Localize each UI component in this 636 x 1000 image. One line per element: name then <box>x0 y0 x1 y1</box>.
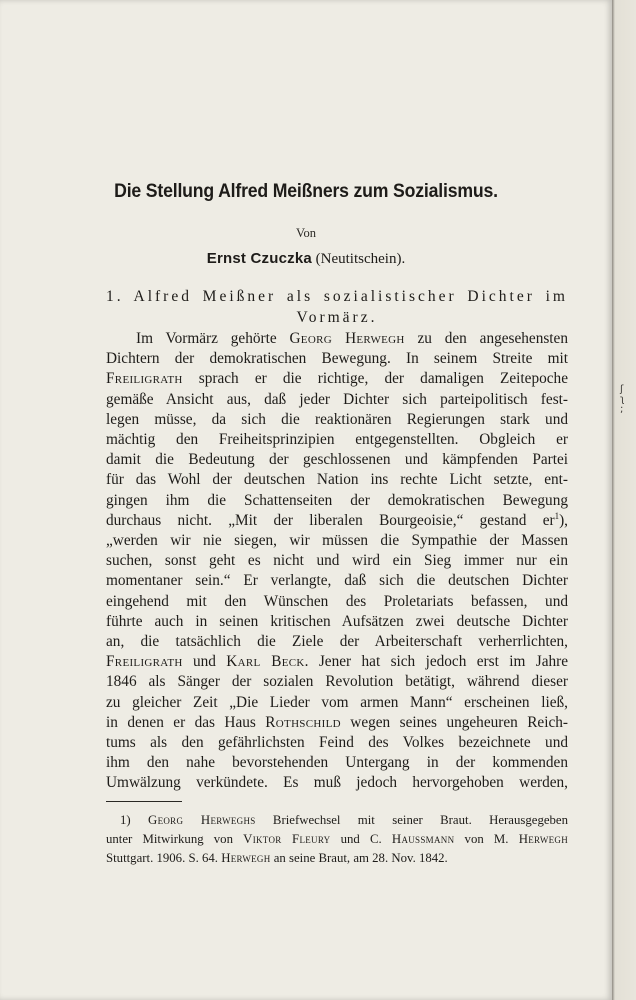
text-segment: und C. <box>330 832 392 846</box>
footnote-rule <box>106 801 182 802</box>
name-smallcaps: Herwegh <box>518 832 569 846</box>
next-page-edge <box>612 0 636 1000</box>
body-line <box>106 511 568 531</box>
footnote-ref: 1 <box>554 510 560 521</box>
name-smallcaps: Georg Herwegh <box>289 330 405 347</box>
footnote-line <box>106 811 568 830</box>
text-segment: 1846 als Sänger der sozialen Revolution betätigt, während dieser <box>106 673 568 691</box>
body-line <box>106 531 568 551</box>
body-line <box>106 612 568 632</box>
text-segment: ), <box>559 511 568 529</box>
text-segment: in denen er das Haus <box>106 713 266 731</box>
text-segment: tums als den gefährlichsten Feind des Volkes bezeichnete und <box>106 734 568 752</box>
body-line <box>106 410 568 430</box>
text-segment: gingen ihm die Schattenseiten der demokratischen Bewegung <box>106 491 568 509</box>
byline-prefix: Von <box>296 226 316 240</box>
text-segment: momentaner sein.“ Er verlangte, daß sich die deutschen Dichter <box>106 572 568 590</box>
text-segment: damit die Bedeutung der geschlossenen und kämpfenden Partei <box>106 451 568 469</box>
author-line <box>0 250 612 268</box>
text-segment: eingehend mit den Wünschen des Proletariats befassen, und <box>106 592 568 610</box>
body-text <box>106 329 568 794</box>
edge-marks: ʃ ʅ ; <box>620 384 625 415</box>
text-segment: Stuttgart. 1906. S. 64. <box>106 851 222 865</box>
text-segment: für das Wohl der deutschen Nation ins rechte Licht setzte, ent- <box>106 471 568 489</box>
footnote-line <box>106 830 568 849</box>
section-heading-line-1: 1. Alfred Meißner als sozialistischer Dichter im <box>106 288 568 305</box>
body-line <box>106 450 568 470</box>
body-line <box>106 571 568 591</box>
text-segment: zu gleicher Zeit „Die Lieder vom armen Mann“ erscheinen ließ, <box>106 693 568 711</box>
name-smallcaps: Freiligrath <box>106 370 183 388</box>
text-segment: gemäße Ansicht aus, daß jeder Dichter sich parteipolitisch fest- <box>106 390 568 408</box>
text-segment: Im Vormärz gehörte <box>136 330 290 347</box>
body-line <box>106 652 568 672</box>
body-line <box>106 713 568 733</box>
text-segment: und <box>182 653 227 671</box>
text-segment: . Jener hat sich jedoch erst im Jahre <box>304 653 569 671</box>
body-line <box>106 733 568 753</box>
name-smallcaps: Haussmann <box>391 832 455 846</box>
text-segment: ihm den nahe bevorstehenden Untergang in der kommenden <box>106 754 568 772</box>
section-heading-line-2: Vormärz. <box>296 309 378 326</box>
text-segment: legen müsse, da sich die reaktionären Regierungen stark und <box>106 410 568 428</box>
body-line <box>106 491 568 511</box>
body-line <box>106 390 568 410</box>
text-segment: durchaus nicht. „Mit der liberalen Bourgeoisie,“ gestand er <box>106 511 555 529</box>
body-line <box>106 551 568 571</box>
text-segment: an, die tatsächlich die Ziele der Arbeiterschaft verherrlichten, <box>106 633 568 651</box>
body-line <box>106 329 568 349</box>
text-segment: unter Mitwirkung von <box>106 832 244 846</box>
footnote-line <box>106 849 568 868</box>
text-segment: Briefwechsel mit seiner Braut. Herausgegeben <box>255 813 568 827</box>
name-smallcaps: Georg Herweghs <box>148 813 256 827</box>
text-segment: „werden wir nie siegen, wir müssen die Sympathie der Massen <box>106 532 568 550</box>
author-affiliation: (Neutitschein). <box>315 251 406 267</box>
body-line <box>106 430 568 450</box>
text-segment: führte auch in seinen kritischen Aufsätzen zwei deutsche Dichter <box>106 612 568 630</box>
body-line <box>106 632 568 652</box>
author-name: Ernst Czuczka <box>206 250 312 267</box>
text-segment: zu den angesehensten <box>404 330 568 347</box>
text-segment: an seine Braut, am 28. Nov. 1842. <box>270 851 448 865</box>
name-smallcaps: Viktor Fleury <box>243 832 331 846</box>
name-smallcaps: Freiligrath <box>106 653 183 671</box>
text-segment: mächtig den Freiheitsprinzipien entgegenstellten. Obgleich er <box>106 431 568 449</box>
text-segment: wegen seines ungeheuren Reich- <box>340 713 568 731</box>
text-segment: Umwälzung verkündete. Es muß jedoch hervorgehoben werden, <box>106 774 568 792</box>
name-smallcaps: Karl Beck <box>226 653 305 671</box>
body-line <box>106 773 568 793</box>
section-heading <box>106 286 568 328</box>
text-segment: 1) <box>120 813 149 827</box>
body-line <box>106 470 568 490</box>
footnotes <box>106 811 568 868</box>
name-smallcaps: Herwegh <box>221 851 271 865</box>
text-segment: sprach er die richtige, der damaligen Zeitepoche <box>182 370 568 388</box>
body-line <box>106 753 568 773</box>
body-line <box>106 592 568 612</box>
text-segment: von M. <box>454 832 519 846</box>
name-smallcaps: Rothschild <box>265 713 341 731</box>
text-segment: Dichtern der demokratischen Bewegung. In seinem Streite mit <box>106 350 568 368</box>
body-line <box>106 369 568 389</box>
text-segment: suchen, sonst geht es nicht und wird ein Sieg immer nur ein <box>106 552 568 570</box>
body-line <box>106 693 568 713</box>
body-line <box>106 349 568 369</box>
article-title: Die Stellung Alfred Meißners zum Sozialismus. <box>114 181 498 202</box>
body-line <box>106 672 568 692</box>
